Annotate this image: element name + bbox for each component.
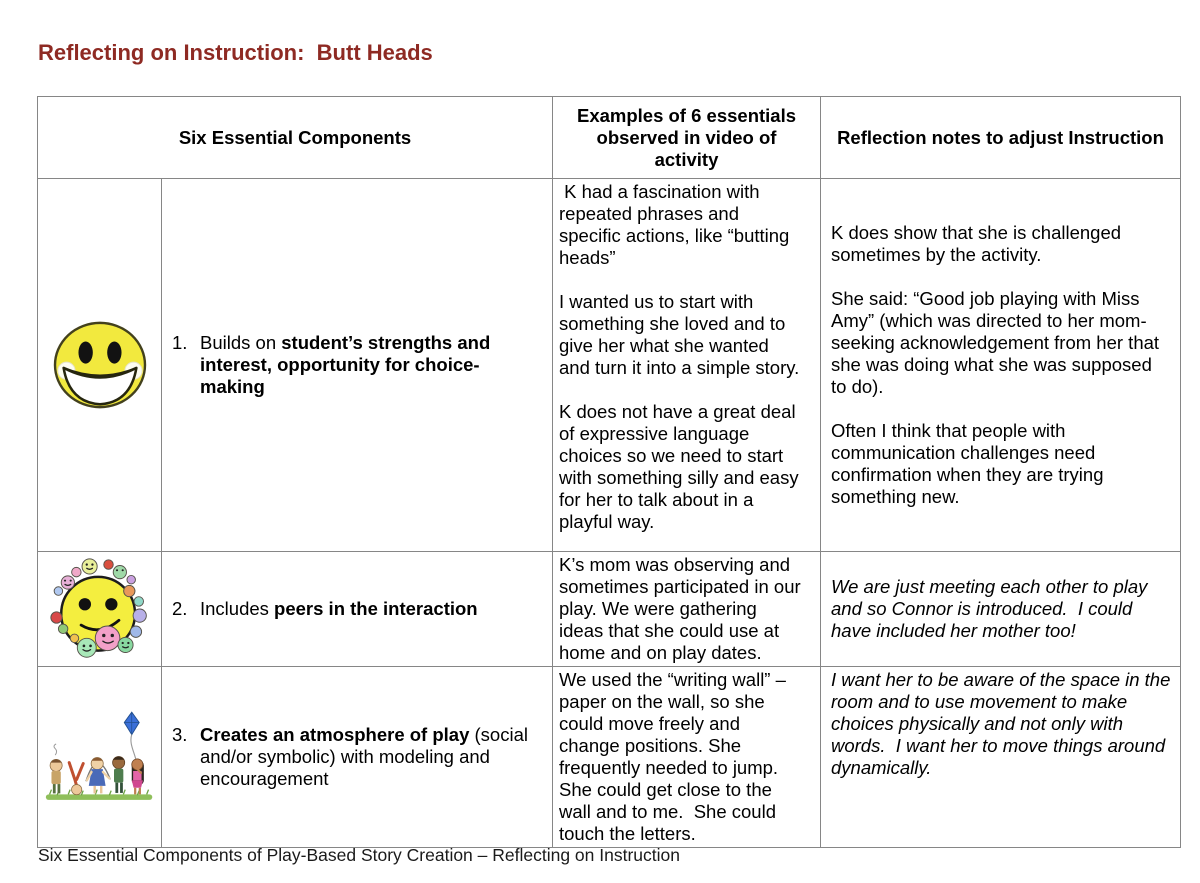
item-number: 2. — [172, 598, 188, 619]
examples-cell — [553, 667, 821, 848]
example-paragraph: K’s mom was observing and sometimes participated in our play. We were gathering ideas that she could use at home and on play dates. — [559, 554, 806, 663]
numbered-item — [172, 598, 540, 620]
table-row — [38, 667, 1181, 848]
component-text: Includes peers in the interaction — [200, 598, 478, 619]
example-paragraph: K does not have a great deal of expressive language choices so we need to start with something silly and easy for her to talk about in a playful way. — [559, 401, 804, 532]
icon-cell — [38, 552, 162, 667]
page-title: Reflecting on Instruction: Butt Heads — [38, 40, 433, 65]
item-number: 1. — [172, 332, 188, 353]
component-cell — [162, 667, 553, 848]
footer-caption: Six Essential Components of Play-Based Story Creation – Reflecting on Instruction — [38, 845, 680, 865]
table-header-row — [38, 97, 1181, 179]
smiley-face-icon — [52, 320, 148, 410]
examples-cell — [553, 552, 821, 667]
item-number: 3. — [172, 724, 188, 745]
table-row — [38, 179, 1181, 552]
examples-cell — [553, 179, 821, 552]
reflection-cell — [821, 552, 1181, 667]
component-cell — [162, 552, 553, 667]
header-components: Six Essential Components — [38, 97, 553, 179]
children-playing-icon — [44, 707, 156, 807]
reflection-paragraph: Often I think that people with communication challenges need confirmation when they are trying something new. — [831, 420, 1109, 507]
example-paragraph: We used the “writing wall” – paper on the wall, so she could move freely and change positions. She frequently needed to jump. She could get close to the wall and to me. She could touch the letters. — [559, 669, 792, 844]
reflection-paragraph: She said: “Good job playing with Miss Amy” (which was directed to her mom- seeking acknowledgement from her that she was doing what she was supposed to do). — [831, 288, 1165, 397]
example-paragraph: K had a fascination with repeated phrases and specific actions, like “butting heads” — [559, 181, 795, 268]
component-text: Builds on student’s strengths and interest, opportunity for choice-making — [200, 332, 496, 397]
reflection-table — [37, 96, 1181, 848]
component-cell — [162, 179, 553, 552]
component-text: Creates an atmosphere of play (social and/or symbolic) with modeling and encouragement — [200, 724, 534, 789]
reflection-paragraph: K does show that she is challenged sometimes by the activity. — [831, 222, 1127, 265]
icon-cell — [38, 179, 162, 552]
reflection-paragraph: I want her to be aware of the space in the room and to use movement to make choices physically and not only with words. I want her to move things around dynamically. — [831, 669, 1176, 778]
icon-cell — [38, 667, 162, 848]
header-reflection: Reflection notes to adjust Instruction — [821, 97, 1181, 179]
numbered-item — [172, 724, 540, 790]
example-paragraph: I wanted us to start with something she loved and to give her what she wanted and turn it into a simple story. — [559, 291, 800, 378]
reflection-cell — [821, 179, 1181, 552]
peer-smileys-icon — [48, 557, 152, 661]
reflection-cell — [821, 667, 1181, 848]
table-row — [38, 552, 1181, 667]
header-examples: Examples of 6 essentials observed in video of activity — [553, 97, 821, 179]
numbered-item — [172, 332, 540, 398]
reflection-paragraph: We are just meeting each other to play and so Connor is introduced. I could have included her mother too! — [831, 576, 1153, 641]
